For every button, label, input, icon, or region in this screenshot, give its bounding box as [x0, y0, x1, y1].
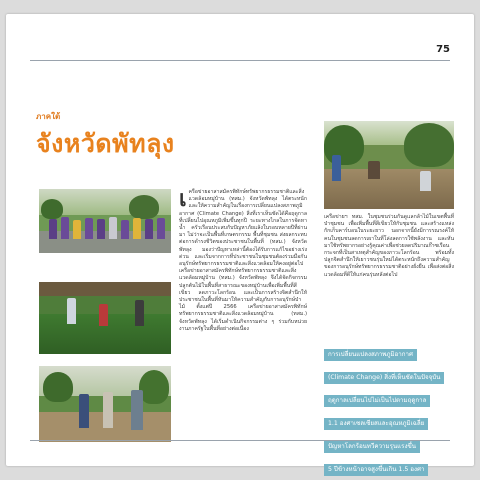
region-label: ภาคใต้	[36, 112, 61, 121]
nursery-photo	[39, 282, 171, 354]
highlight-line: (Climate Change) สิ่งที่เห็นชัดในปัจจุบัน	[324, 372, 444, 384]
magazine-page	[6, 14, 474, 473]
dropcap: เ	[179, 186, 187, 212]
highlight-quote	[324, 341, 454, 479]
walking-photo	[39, 366, 171, 442]
highlight-line: 1.1 องศาเซลเซียสและอุณหภูมิเฉลี่ย	[324, 418, 428, 430]
article-column-1	[179, 186, 307, 439]
article-text-1: ครือข่ายอาสาสมัครพิทักษ์ทรัพยากรธรรมชาติและสิ่งแวดล้อมหมู่บ้าน (ทสม.) จังหวัดพัทลุง ได้ตระหนักและให้ความสำคัญในเรื่องการเปลี่ยนแปลงสภาพภูมิอากาศ (Climate Change) สิ่งที่เราเห็นชัดได้คือฤดูกาลที่เปลี่ยนไปอุณหภูมิเพิ่มขึ้นทุกปี ระยะทางไกลในการจัดหาน้ำ ครัวเรือนประสบกับปัญหาภัยแล้งในรอบหลายปีที่ผ่านมา ไม่ว่าจะเป็นพื้นที่เกษตรกรรม พื้นที่ชุมชน ส่งผลกระทบต่อการดำรงชีวิตของประชาชนในพื้นที่ (ทสม.) จังหวัดพัทลุง มองว่าปัญหาเหล่านี้ต้องได้รับการแก้ไขอย่างเร่งด่วน และเริ่มจากการที่ประชาชนในชุมชนต้องร่วมมือกันอนุรักษ์ทรัพยากรธรรมชาติและสิ่งแวดล้อมให้คงอยู่ต่อไป เครือข่ายอาสาสมัครพิทักษ์ทรัพยากรธรรมชาติและสิ่งแวดล้อมหมู่บ้าน (ทสม.) จังหวัดพัทลุง จึงได้จัดกิจกรรมปลูกต้นไม้ในพื้นที่สาธารณะของหมู่บ้านเพื่อเพิ่มพื้นที่สีเขียว ลดภาวะโลกร้อน และเป็นการสร้างจิตสำนึกให้ประชาชนในพื้นที่หันมาให้ความสำคัญกับการอนุรักษ์ป่าไม้ ตั้งแต่ปี 2566 เครือข่ายอาสาสมัครพิทักษ์ทรัพยากรธรรมชาติและสิ่งแวดล้อมหมู่บ้าน (ทสม.) จังหวัดพัทลุง ได้เริ่มดำเนินกิจกรรมต่าง ๆ ร่วมกับหน่วยงานภาครัฐในพื้นที่อย่างต่อเนื่อง	[179, 189, 307, 332]
highlight-line: 5 ปีข้างหน้าอาจสูงขึ้นเกิน 1.5 องศา	[324, 464, 428, 476]
top-divider	[30, 60, 450, 61]
forest-road-photo	[324, 121, 454, 209]
page-number: 75	[436, 44, 450, 55]
highlight-line: การเปลี่ยนแปลงสภาพภูมิอากาศ	[324, 349, 417, 361]
article-column-2: เครือข่ายฯ ทสม. ในชุมชนร่วมกันดูแลกล้าไม้ในเขตพื้นที่ป่าชุมชน เพื่อเพิ่มพื้นที่สีเขียวให้กับชุมชน และสร้างแหล่งกักเก็บคาร์บอนในระยะยาว นอกจากนี้ยังมีการรณรงค์ให้คนในชุมชนลดการเผาในที่โล่งลดการใช้พลังงาน และหันมาใช้ทรัพยากรอย่างรู้คุณค่าเพื่อช่วยลดปริมาณก๊าซเรือนกระจกที่เป็นสาเหตุสำคัญของภาวะโลกร้อน พร้อมทั้งปลูกจิตสำนึกให้เยาวชนรุ่นใหม่ได้ตระหนักถึงความสำคัญของการอนุรักษ์ทรัพยากรธรรมชาติอย่างยั่งยืน เพื่อส่งต่อสิ่งแวดล้อมที่ดีให้แก่คนรุ่นหลังต่อไป	[324, 214, 454, 278]
highlight-line: ปัญหาโลกร้อนทวีความรุนแรงขึ้น	[324, 441, 420, 453]
highlight-line: ฤดูกาลเปลี่ยนไปไม่เป็นไปตามฤดูกาล	[324, 395, 430, 407]
group-photo	[39, 189, 171, 253]
province-title: จังหวัดพัทลุง	[36, 129, 175, 158]
bottom-divider	[30, 440, 450, 441]
